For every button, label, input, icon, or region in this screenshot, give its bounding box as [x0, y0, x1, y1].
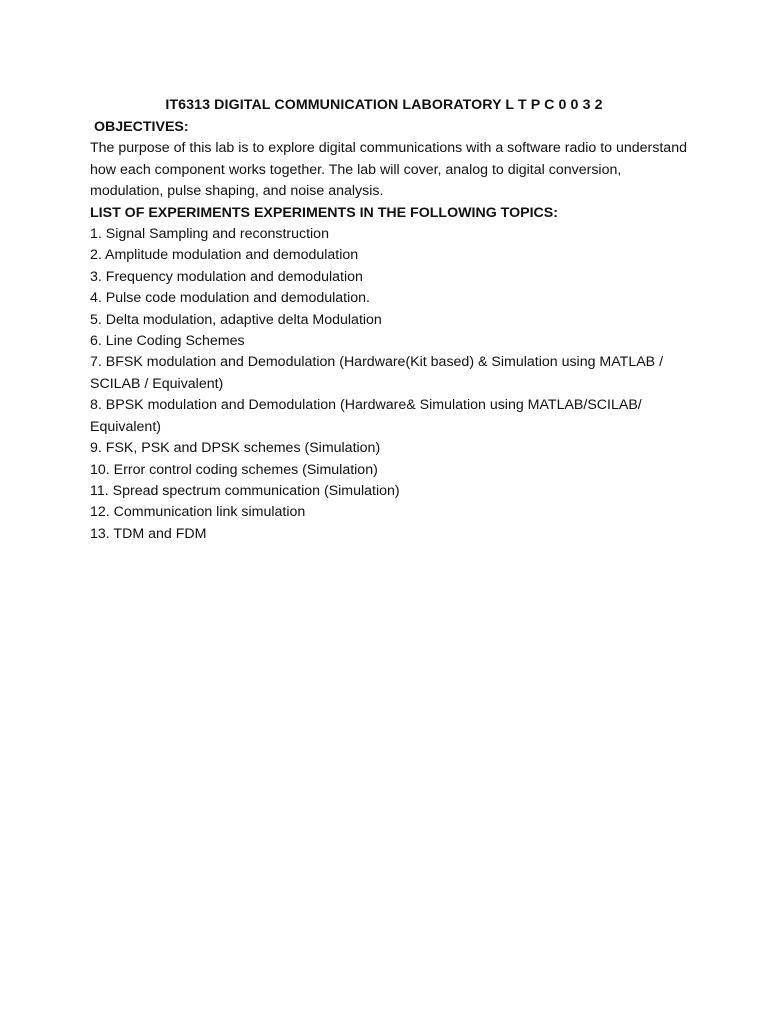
experiment-list	[90, 224, 690, 545]
list-item: 12. Communication link simulation	[90, 504, 306, 521]
objectives-heading: OBJECTIVES:	[94, 119, 189, 135]
list-item: 3. Frequency modulation and demodulation	[90, 268, 363, 285]
objectives-line: how each component works together. The lab will cover, analog to digital conversion,	[90, 161, 622, 178]
objectives-line: The purpose of this lab is to explore digital communications with a software radio to understand	[90, 140, 687, 157]
document-body	[90, 117, 690, 545]
list-item: 13. TDM and FDM	[90, 525, 207, 542]
list-item: 7. BFSK modulation and Demodulation (Hardware(Kit based) & Simulation using MATLAB /	[90, 354, 664, 371]
list-item: 10. Error control coding schemes (Simulation)	[90, 461, 378, 478]
objectives-paragraph	[90, 138, 690, 202]
list-item: 4. Pulse code modulation and demodulation.	[90, 290, 371, 307]
experiments-heading: LIST OF EXPERIMENTS EXPERIMENTS IN THE FOLLOWING TOPICS:	[90, 204, 558, 221]
objectives-line: modulation, pulse shaping, and noise analysis.	[90, 183, 384, 200]
list-item: 9. FSK, PSK and DPSK schemes (Simulation)	[90, 440, 381, 457]
course-title: IT6313 DIGITAL COMMUNICATION LABORATORY L T P C 0 0 3 2	[165, 97, 603, 113]
list-item: 1. Signal Sampling and reconstruction	[90, 226, 329, 243]
list-item: 2. Amplitude modulation and demodulation	[90, 247, 359, 264]
list-item: 5. Delta modulation, adaptive delta Modulation	[90, 311, 382, 328]
list-item-continuation: SCILAB / Equivalent)	[90, 375, 224, 392]
list-item: 11. Spread spectrum communication (Simulation)	[90, 482, 400, 499]
list-item-continuation: Equivalent)	[90, 418, 161, 435]
list-item: 8. BPSK modulation and Demodulation (Hardware& Simulation using MATLAB/SCILAB/	[90, 397, 642, 414]
list-item: 6. Line Coding Schemes	[90, 333, 245, 350]
